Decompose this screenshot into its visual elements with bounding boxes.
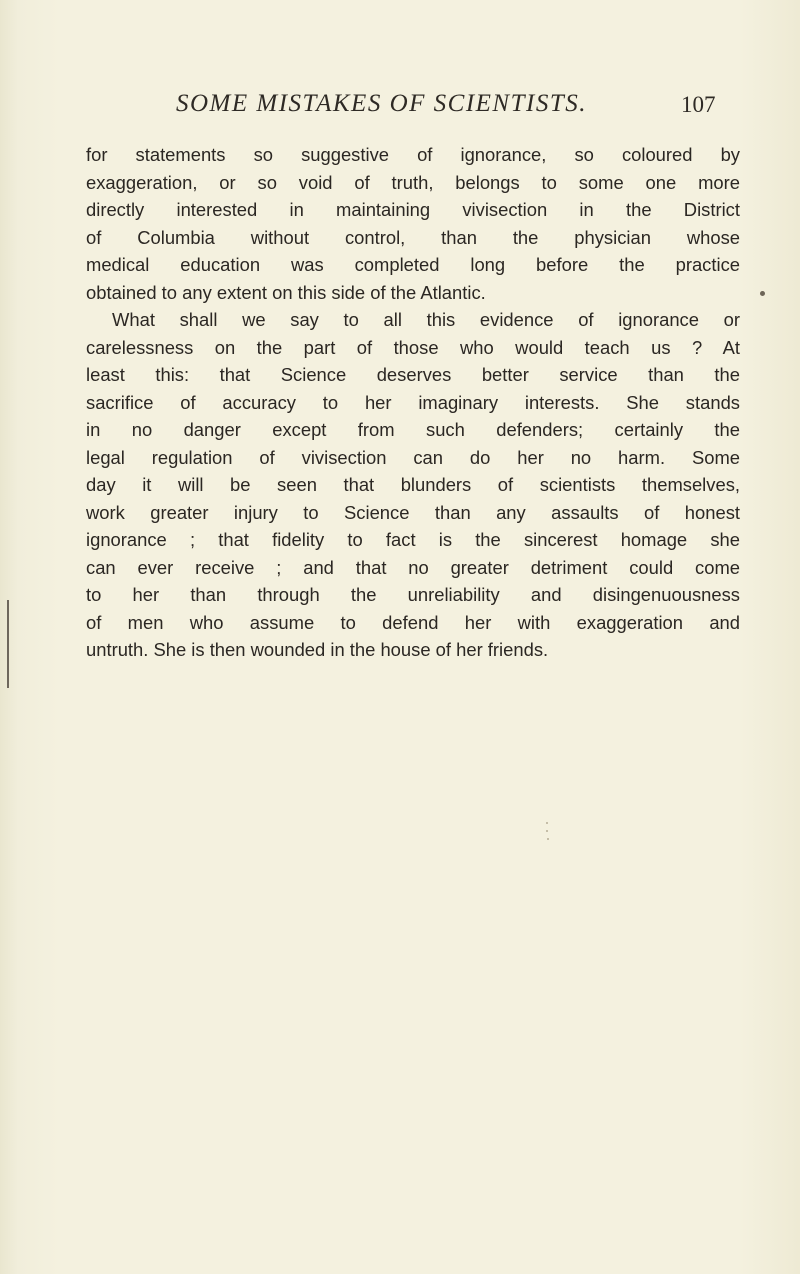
page-number: 107: [681, 92, 716, 117]
text-line: obtained to any extent on this side of the Atlantic.: [86, 281, 486, 303]
running-title: SOME MISTAKES OF SCIENTISTS.: [176, 90, 587, 117]
margin-dot-mark: [760, 291, 765, 296]
text-line: sacrifice of accuracy to her imaginary interests. She stands: [86, 391, 740, 413]
gutter-line: [7, 600, 9, 688]
text-line: What shall we say to all this evidence of ignorance or: [112, 309, 740, 330]
text-line: of men who assume to defend her with exaggeration and: [86, 611, 740, 633]
text-line: can ever receive ; and that no greater detriment could come: [86, 556, 740, 578]
text-line: for statements so suggestive of ignorance, so coloured by: [86, 144, 740, 165]
text-line: exaggeration, or so void of truth, belongs to some one more: [86, 171, 740, 193]
text-line: carelessness on the part of those who would teach us ? At: [86, 336, 740, 358]
text-line: of Columbia without control, than the physician whose: [86, 226, 740, 248]
text-line: untruth. She is then wounded in the house of her friends.: [86, 639, 549, 660]
text-line: least this: that Science deserves better service than the: [86, 364, 740, 385]
text-line: in no danger except from such defenders; certainly the: [86, 419, 740, 440]
text-line: day it will be seen that blunders of scientists themselves,: [86, 474, 740, 495]
paper-speck: [546, 822, 548, 824]
text-line: work greater injury to Science than any assaults of honest: [86, 501, 740, 523]
paper-speck: [546, 830, 548, 832]
text-line: legal regulation of vivisection can do her no harm. Some: [86, 446, 740, 468]
page-header: [0, 84, 800, 124]
text-line: to her than through the unreliability and disingenuousness: [86, 584, 740, 605]
text-line: ignorance ; that fidelity to fact is the sincerest homage she: [86, 529, 740, 550]
paper-speck: [547, 838, 549, 840]
text-line: directly interested in maintaining vivisection in the District: [86, 199, 740, 220]
text-line: medical education was completed long before the practice: [86, 254, 740, 275]
body-text: [86, 141, 740, 664]
